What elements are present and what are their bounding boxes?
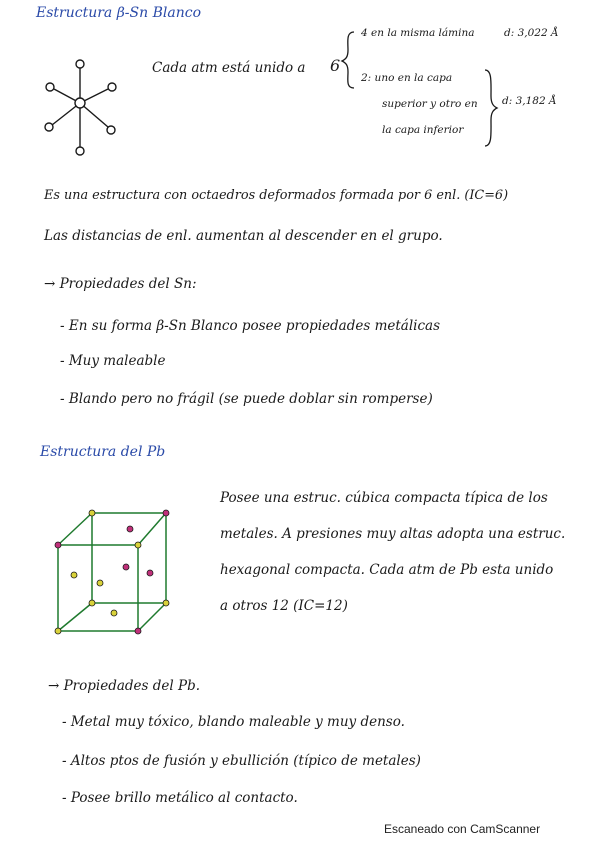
pb-description-line: Posee una estruc. cúbica compacta típica de los [220, 490, 548, 506]
sn-paragraph-line1: Es una estructura con octaedros deformados formada por 6 enl. (IC=6) [44, 188, 509, 203]
pb-property-item: - Metal muy tóxico, blando maleable y muy denso. [62, 714, 405, 730]
pb-description-line: a otros 12 (IC=12) [220, 598, 348, 614]
sn-property-item: - En su forma β-Sn Blanco posee propiedades metálicas [60, 318, 441, 334]
scanner-watermark: Escaneado con CamScanner [384, 822, 541, 836]
sn-property-item: - Blando pero no frágil (se puede doblar sin romperse) [60, 391, 433, 407]
branch-other-layers-line2: superior y otro en [382, 98, 478, 110]
fcc-cube-diagram [52, 505, 192, 645]
bonded-atoms-text: Cada atm está unido a [152, 60, 306, 76]
branch-other-layers-line1: 2: uno en la capa [361, 72, 453, 84]
pb-properties-heading: → Propiedades del Pb. [48, 678, 201, 694]
right-brace-icon [483, 68, 499, 148]
bonded-atoms-number: 6 [330, 56, 341, 75]
branch-same-layer: 4 en la misma lámina [361, 27, 475, 39]
curly-brace-icon [340, 30, 360, 90]
pb-description-line: hexagonal compacta. Cada atm de Pb esta unido [220, 562, 554, 578]
sn-paragraph-line2: Las distancias de enl. aumentan al descender en el grupo. [44, 228, 443, 244]
sn-property-item: - Muy maleable [60, 353, 166, 369]
pb-property-item: - Posee brillo metálico al contacto. [62, 790, 298, 806]
sn-properties-heading: → Propiedades del Sn: [44, 276, 197, 292]
branch-same-layer-distance: d: 3,022 Å [504, 27, 559, 39]
branch-other-layers-distance: d: 3,182 Å [502, 95, 557, 107]
branch-other-layers-line3: la capa inferior [382, 124, 464, 136]
pb-property-item: - Altos ptos de fusión y ebullición (típico de metales) [62, 753, 421, 769]
pb-description-line: metales. A presiones muy altas adopta una estruc. [220, 526, 566, 542]
octahedral-coordination-diagram [36, 55, 126, 155]
pb-section-title: Estructura del Pb [40, 444, 166, 460]
sn-section-title: Estructura β-Sn Blanco [36, 5, 201, 21]
